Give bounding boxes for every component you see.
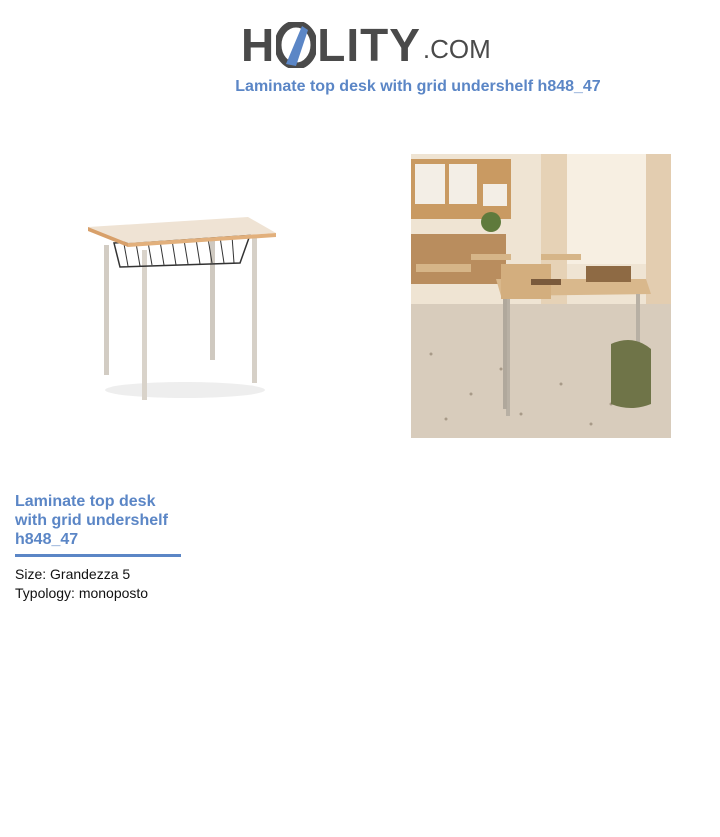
logo-o-mark-icon	[276, 22, 316, 68]
classroom-image	[411, 154, 671, 438]
desk-product-image	[80, 205, 285, 410]
logo-letters-lity: LITY	[317, 19, 421, 71]
logo-letter-h: H	[241, 19, 276, 71]
product-title: Laminate top desk with grid undershelf h848_47	[15, 493, 168, 548]
page-title: Laminate top desk with grid undershelf h848_47	[235, 78, 601, 95]
title-divider	[15, 554, 181, 557]
spec-typology: Typology: monoposto	[15, 585, 149, 601]
spec-size: Size: Grandezza 5	[15, 566, 131, 582]
holity-logo[interactable]	[241, 10, 491, 71]
logo-wordmark	[241, 19, 421, 71]
logo-dotcom: .COM	[422, 34, 491, 64]
